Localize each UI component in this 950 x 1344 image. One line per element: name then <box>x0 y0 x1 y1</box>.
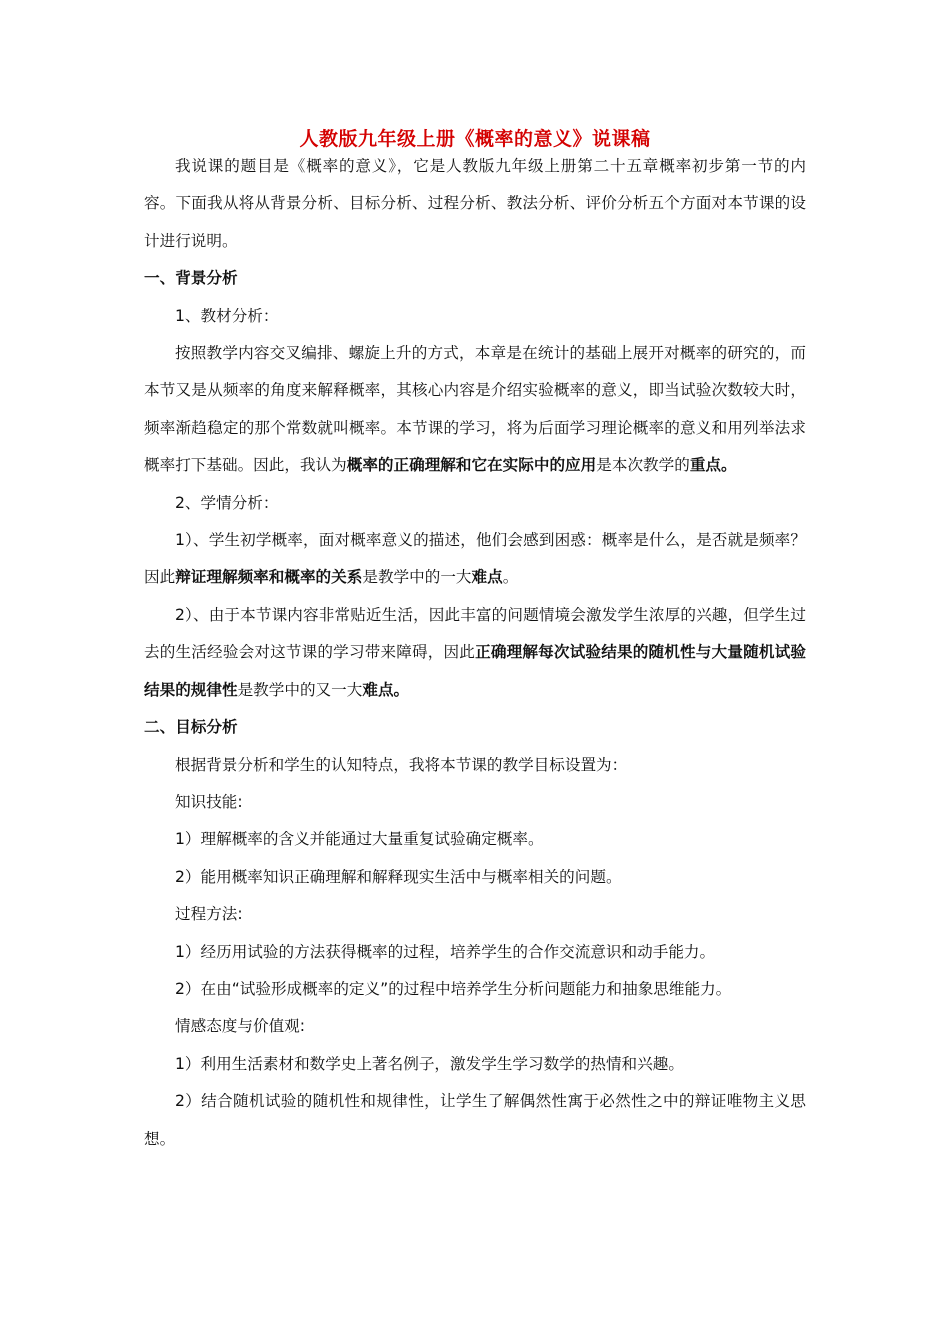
paragraph-text: 是本次教学的 <box>596 456 690 475</box>
textbook-analysis-paragraph <box>144 335 806 485</box>
subheading-textbook-analysis: 1、教材分析： <box>175 306 279 325</box>
paragraph-text: 2）、由于本节课内容非常贴近生活，因此丰富的问题情境会激发学生浓厚的兴趣，但学生过去的生活经验会对这节课的学习带来障碍，因此 <box>144 605 806 662</box>
paragraph-text: 按照教学内容交叉编排、螺旋上升的方式，本章是在统计的基础上展开对概率的研究的，而本节又是从频率的角度来解释概率，其核心内容是介绍实验概率的意义，即当试验次数较大时，频率渐趋稳定的那个常数就叫概率。本节课的学习，将为后面学习理论概率的意义和用列举法求概率打下基础。因此，我认为 <box>144 344 806 475</box>
emphasis-text: 正确理解每次试验结果的随机性与大量随机试验结果的规律性 <box>144 643 806 699</box>
section-heading-goals: 二、目标分析 <box>144 718 238 737</box>
emphasis-text: 重点。 <box>689 456 737 475</box>
knowledge-item-1: 1）理解概率的含义并能通过大量重复试验确定概率。 <box>175 830 544 849</box>
process-label: 过程方法: <box>175 905 243 924</box>
student-analysis-item-1 <box>144 522 806 597</box>
paragraph-text: 。 <box>502 568 519 587</box>
student-analysis-item-2 <box>144 597 806 709</box>
emphasis-text: 难点。 <box>362 680 410 699</box>
paragraph-text: 是教学中的一大 <box>362 568 472 587</box>
emotion-item-1: 1）利用生活素材和数学史上著名例子，激发学生学习数学的热情和兴趣。 <box>175 1054 684 1073</box>
emotion-label: 情感态度与价值观: <box>175 1017 306 1036</box>
process-item-2: 2）在由“试验形成概率的定义”的过程中培养学生分析问题能力和抽象思维能力。 <box>175 979 732 998</box>
subheading-student-analysis: 2、学情分析： <box>175 493 279 512</box>
paragraph-text: 是教学中的又一大 <box>237 680 363 699</box>
paragraph-text: 1）、学生初学概率，面对概率意义的描述，他们会感到困惑：概率是什么，是否就是频率？因此 <box>144 531 806 587</box>
emotion-item-2: 2）结合随机试验的随机性和规律性，让学生了解偶然性寓于必然性之中的辩证唯物主义思想。 <box>144 1092 806 1148</box>
section-heading-background: 一、背景分析 <box>144 269 238 288</box>
goals-intro: 根据背景分析和学生的认知特点，我将本节课的教学目标设置为： <box>175 755 628 774</box>
intro-paragraph: 我说课的题目是《概率的意义》，它是人教版九年级上册第二十五章概率初步第一节的内容。下面我从将从背景分析、目标分析、过程分析、教法分析、评价分析五个方面对本节课的设计进行说明。 <box>144 157 806 250</box>
emphasis-text: 辩证理解频率和概率的关系 <box>175 568 363 587</box>
process-item-1: 1）经历用试验的方法获得概率的过程，培养学生的合作交流意识和动手能力。 <box>175 942 716 961</box>
emphasis-text: 概率的正确理解和它在实际中的应用 <box>346 456 597 475</box>
knowledge-item-2: 2）能用概率知识正确理解和解释现实生活中与概率相关的问题。 <box>175 867 622 886</box>
knowledge-label: 知识技能: <box>175 792 243 811</box>
emphasis-text: 难点 <box>471 568 503 587</box>
document-title: 人教版九年级上册《概率的意义》说课稿 <box>299 128 651 150</box>
document-body <box>144 148 806 1158</box>
